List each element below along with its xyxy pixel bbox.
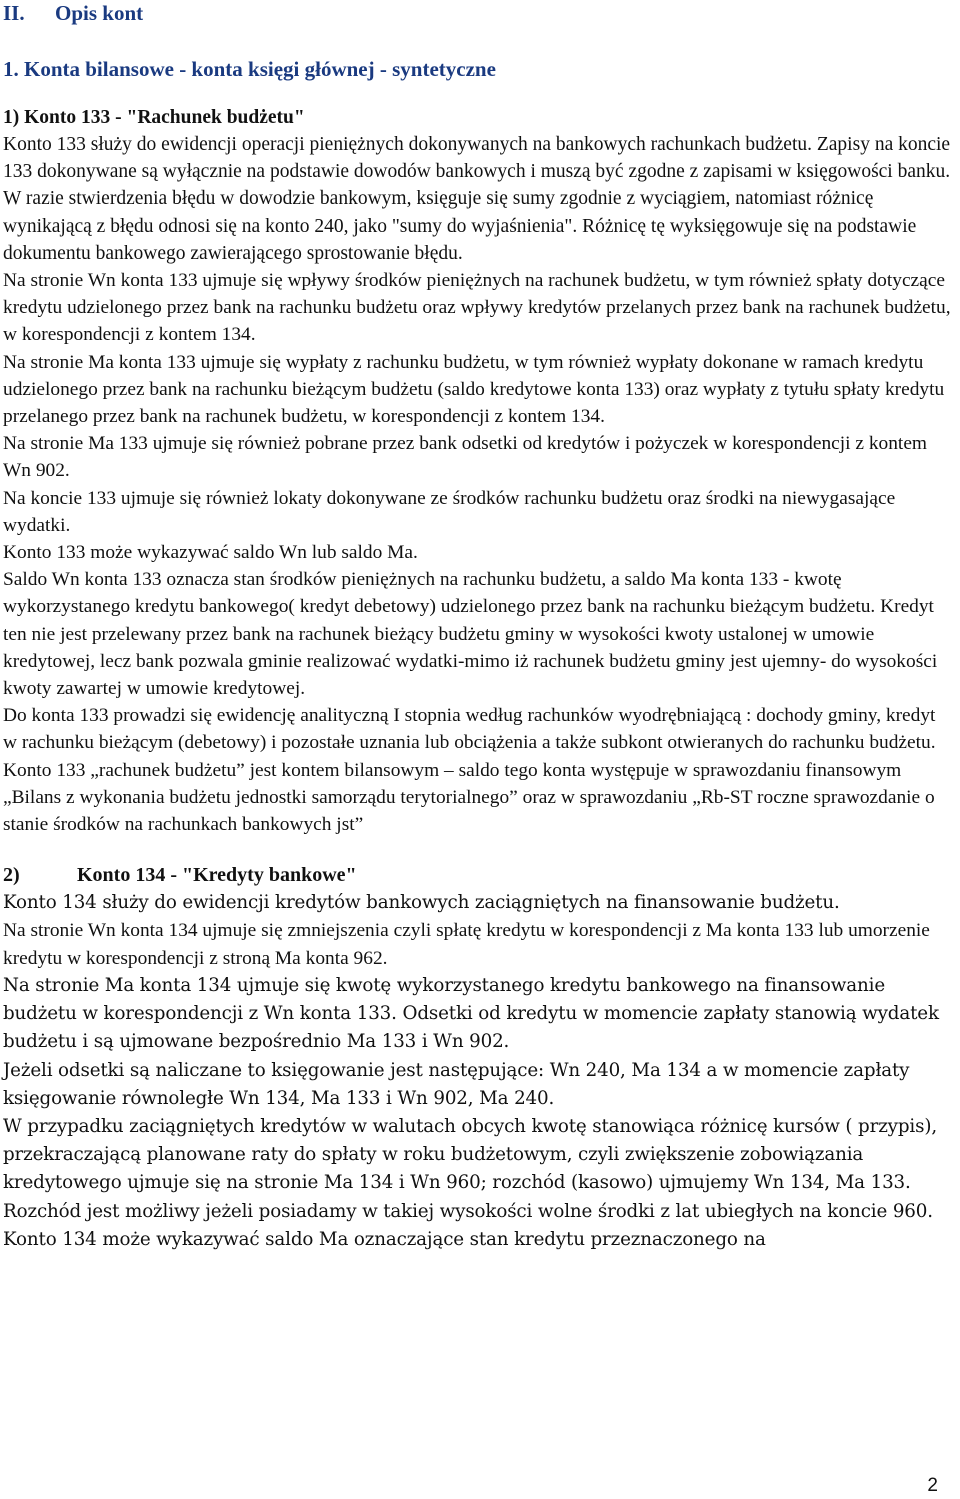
account-133-paragraph: Na stronie Ma 133 ujmuje się również pobrane przez bank odsetki od kredytów i pożyczek w korespondencji z kontem Wn 902. [3,433,928,482]
account-134-paragraph: Na stronie Wn konta 134 ujmuje się zmniejszenia czyli spłatę kredytu w korespondencji z Ma konta 133 lub umorzenie kredytu w korespondencji z stroną Ma konta 962. [3,920,930,969]
account-133-paragraph: Konto 133 służy do ewidencji operacji pieniężnych dokonywanych na bankowych rachunkach budżetu. Zapisy na koncie 133 dokonywane są wyłącznie na podstawie dowodów bankowych i muszą być zgodne z zapisami w księgowości banku. W razie stwierdzenia błędu w dowodzie bankowym, księguje się sumy zgodnie z wyciągiem, natomiast różnicę wynikającą z błędu odnosi się na konto 240, jako "sumy do wyjaśnienia". Różnicę tę wyksięgowuje się na podstawie dokumentu bankowego zawierającego sprostowanie błędu. [3,134,951,264]
account-133-paragraph: Na stronie Wn konta 133 ujmuje się wpływy środków pieniężnych na rachunek budżetu, w tym również spłaty dotyczące kredytu udzielonego przez bank na rachunku budżetu oraz wpływy kredytów przelanych przez bank na rachunek budżetu, w korespondencji z kontem 134. [3,270,951,346]
account-133-paragraph: Do konta 133 prowadzi się ewidencję analityczną I stopnia według rachunków wyodrębniającą : dochody gminy, kredyt w rachunku bieżącym (debetowy) i pozostałe uznania lub obciążenia a także subkont otwieranych do rachunku budżetu. [3,705,936,754]
document-page [3,0,953,1254]
account-134-title: Konto 134 - "Kredyty bankowe" [77,864,357,887]
chapter-number: II. [3,1,25,25]
account-134-number: 2) [3,864,20,887]
chapter-title: Opis kont [55,1,144,25]
account-134-paragraph: Na stronie Ma konta 134 ujmuje się kwotę wykorzystanego kredytu bankowego na finansowanie budżetu w korespondencji z Wn konta 133. Odsetki od kredytu w momencie zapłaty stanowią wydatek budżetu i są ujmowane bezpośrednio Ma 133 i Wn 902. [3,974,939,1053]
account-133-paragraph: Konto 133 może wykazywać saldo Wn lub saldo Ma. [3,542,418,564]
account-133-paragraph: Saldo Wn konta 133 oznacza stan środków pieniężnych na rachunku budżetu, a saldo Ma konta 133 - kwotę wykorzystanego kredytu bankowego( kredyt debetowy) udzielonego przez bank na rachunku bieżącym budżetu. Kredyt ten nie jest przelewany przez bank na rachunek bieżący budżetu gminy w wysokości kwoty ustalonej w umowie kredytowej, lecz bank pozwala gminie realizować wydatki-mimo iż rachunek budżetu gminy jest ujemny- do wysokości kwoty zawartej w umowie kredytowej. [3,569,938,700]
chapter-heading [3,0,953,26]
account-133-paragraph: Na stronie Ma konta 133 ujmuje się wypłaty z rachunku budżetu, w tym również wypłaty dokonane w ramach kredytu udzielonego przez bank na rachunku bieżącym budżetu (saldo kredytowe konta 133) oraz wypłaty z tytułu spłaty kredytu przelanego przez bank na rachunek budżetu, w korespondencji z kontem 134. [3,351,945,428]
account-134-paragraph: Jeżeli odsetki są naliczane to księgowanie jest następujące: Wn 240, Ma 134 a w momencie zapłaty księgowanie równoległe Wn 134, Ma 133 i Wn 902, Ma 240. [3,1059,910,1109]
account-134-paragraph: Konto 134 może wykazywać saldo Ma oznaczające stan kredytu przeznaczonego na [3,1228,766,1250]
account-133-heading: 1) Konto 133 - "Rachunek budżetu" [3,107,305,128]
account-134-heading [3,862,953,889]
account-134-paragraph: W przypadku zaciągniętych kredytów w walutach obcych kwotę stanowiąca różnicę kursów ( przypis), przekraczającą planowane raty do spłaty w roku budżetowym, czyli zwiększenie zobowiązania kredytowego ujmuje się na stronie Ma 134 i Wn 960; rozchód (kasowo) ujmujemy Wn 134, Ma 133. Rozchód jest możliwy jeżeli posiadamy w takiej wysokości wolne środki z lat ubiegłych na koncie 960. [3,1115,937,1222]
page-number: 2 [927,1475,938,1496]
account-133-paragraph: Na koncie 133 ujmuje się również lokaty dokonywane ze środków rachunku budżetu oraz środki na niewygasające wydatki. [3,487,896,536]
section-heading: 1. Konta bilansowe - konta księgi głównej - syntetyczne [3,57,496,81]
account-133-paragraph: Konto 133 „rachunek budżetu” jest kontem bilansowym – saldo tego konta występuje w sprawozdaniu finansowym „Bilans z wykonania budżetu jednostki samorządu terytorialnego” oraz w sprawozdaniu „Rb-ST roczne sprawozdanie o stanie środków na rachunkach bankowych jst” [3,759,935,836]
account-134-paragraph: Konto 134 służy do ewidencji kredytów bankowych zaciągniętych na finansowanie budżetu. [3,892,840,914]
